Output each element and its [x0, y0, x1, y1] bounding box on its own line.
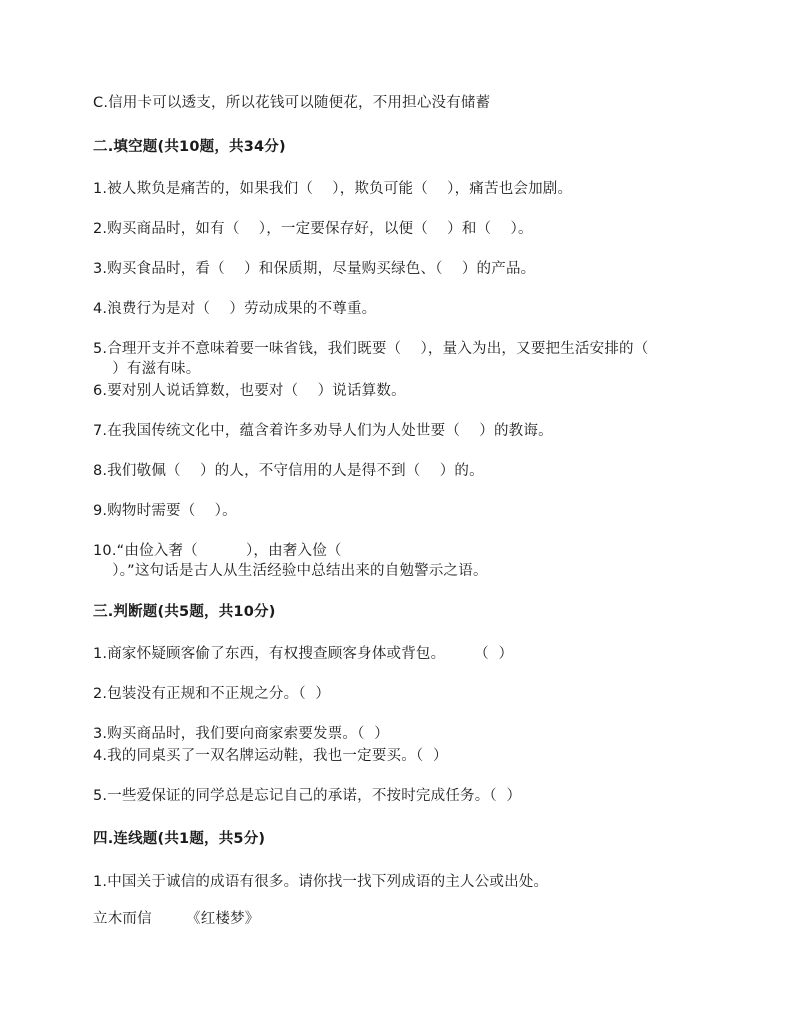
- fill-question-1: 1.被人欺负是痛苦的，如果我们（ ），欺负可能（ ），痛苦也会加剧。: [93, 181, 573, 197]
- fill-question-10-line2: ）。”这句话是古人从生活经验中总结出来的自勉警示之语。: [93, 563, 488, 579]
- fill-question-7: 7.在我国传统文化中，蕴含着许多劝导人们为人处世要（ ）的教诲。: [93, 423, 553, 439]
- fill-question-10-line1: 10.“由俭入奢（ ），由奢入俭（: [93, 543, 342, 559]
- fill-question-8: 8.我们敬佩（ ）的人，不守信用的人是得不到（ ）的。: [93, 463, 484, 479]
- choice-option-c: C.信用卡可以透支，所以花钱可以随便花，不用担心没有储蓄: [93, 95, 491, 111]
- judge-question-4: 4.我的同桌买了一双名牌运动鞋，我也一定要买。（ ）: [93, 748, 448, 764]
- fill-question-5-line2: ）有滋有味。: [93, 361, 201, 377]
- fill-question-4: 4.浪费行为是对（ ）劳动成果的不尊重。: [93, 301, 377, 317]
- judge-question-1: 1.商家怀疑顾客偷了东西，有权搜查顾客身体或背包。 （ ）: [93, 646, 514, 662]
- judge-question-2: 2.包装没有正规和不正规之分。（ ）: [93, 686, 331, 702]
- fill-question-2: 2.购买商品时，如有（ ），一定要保存好，以便（ ）和（ ）。: [93, 221, 533, 237]
- fill-question-9: 9.购物时需要（ ）。: [93, 503, 237, 519]
- matching-item-right: 《红楼梦》: [186, 911, 260, 927]
- judge-question-5: 5.一些爱保证的同学总是忘记自己的承诺，不按时完成任务。（ ）: [93, 788, 522, 804]
- section-heading-matching: 四.连线题(共1题，共5分): [93, 831, 266, 847]
- section-heading-true-false: 三.判断题(共5题，共10分): [93, 604, 276, 620]
- judge-question-3: 3.购买商品时，我们要向商家索要发票。（ ）: [93, 726, 389, 742]
- fill-question-6: 6.要对别人说话算数，也要对（ ）说话算数。: [93, 383, 406, 399]
- matching-item-left: 立木而信: [93, 911, 152, 927]
- section-heading-fill-blank: 二.填空题(共10题，共34分): [93, 139, 286, 155]
- fill-question-3: 3.购买食品时，看（ ）和保质期，尽量购买绿色、（ ）的产品。: [93, 261, 536, 277]
- fill-question-5-line1: 5.合理开支并不意味着要一味省钱，我们既要（ ），量入为出，又要把生活安排的（: [93, 341, 649, 357]
- matching-question-1: 1.中国关于诚信的成语有很多。请你找一找下列成语的主人公或出处。: [93, 874, 549, 890]
